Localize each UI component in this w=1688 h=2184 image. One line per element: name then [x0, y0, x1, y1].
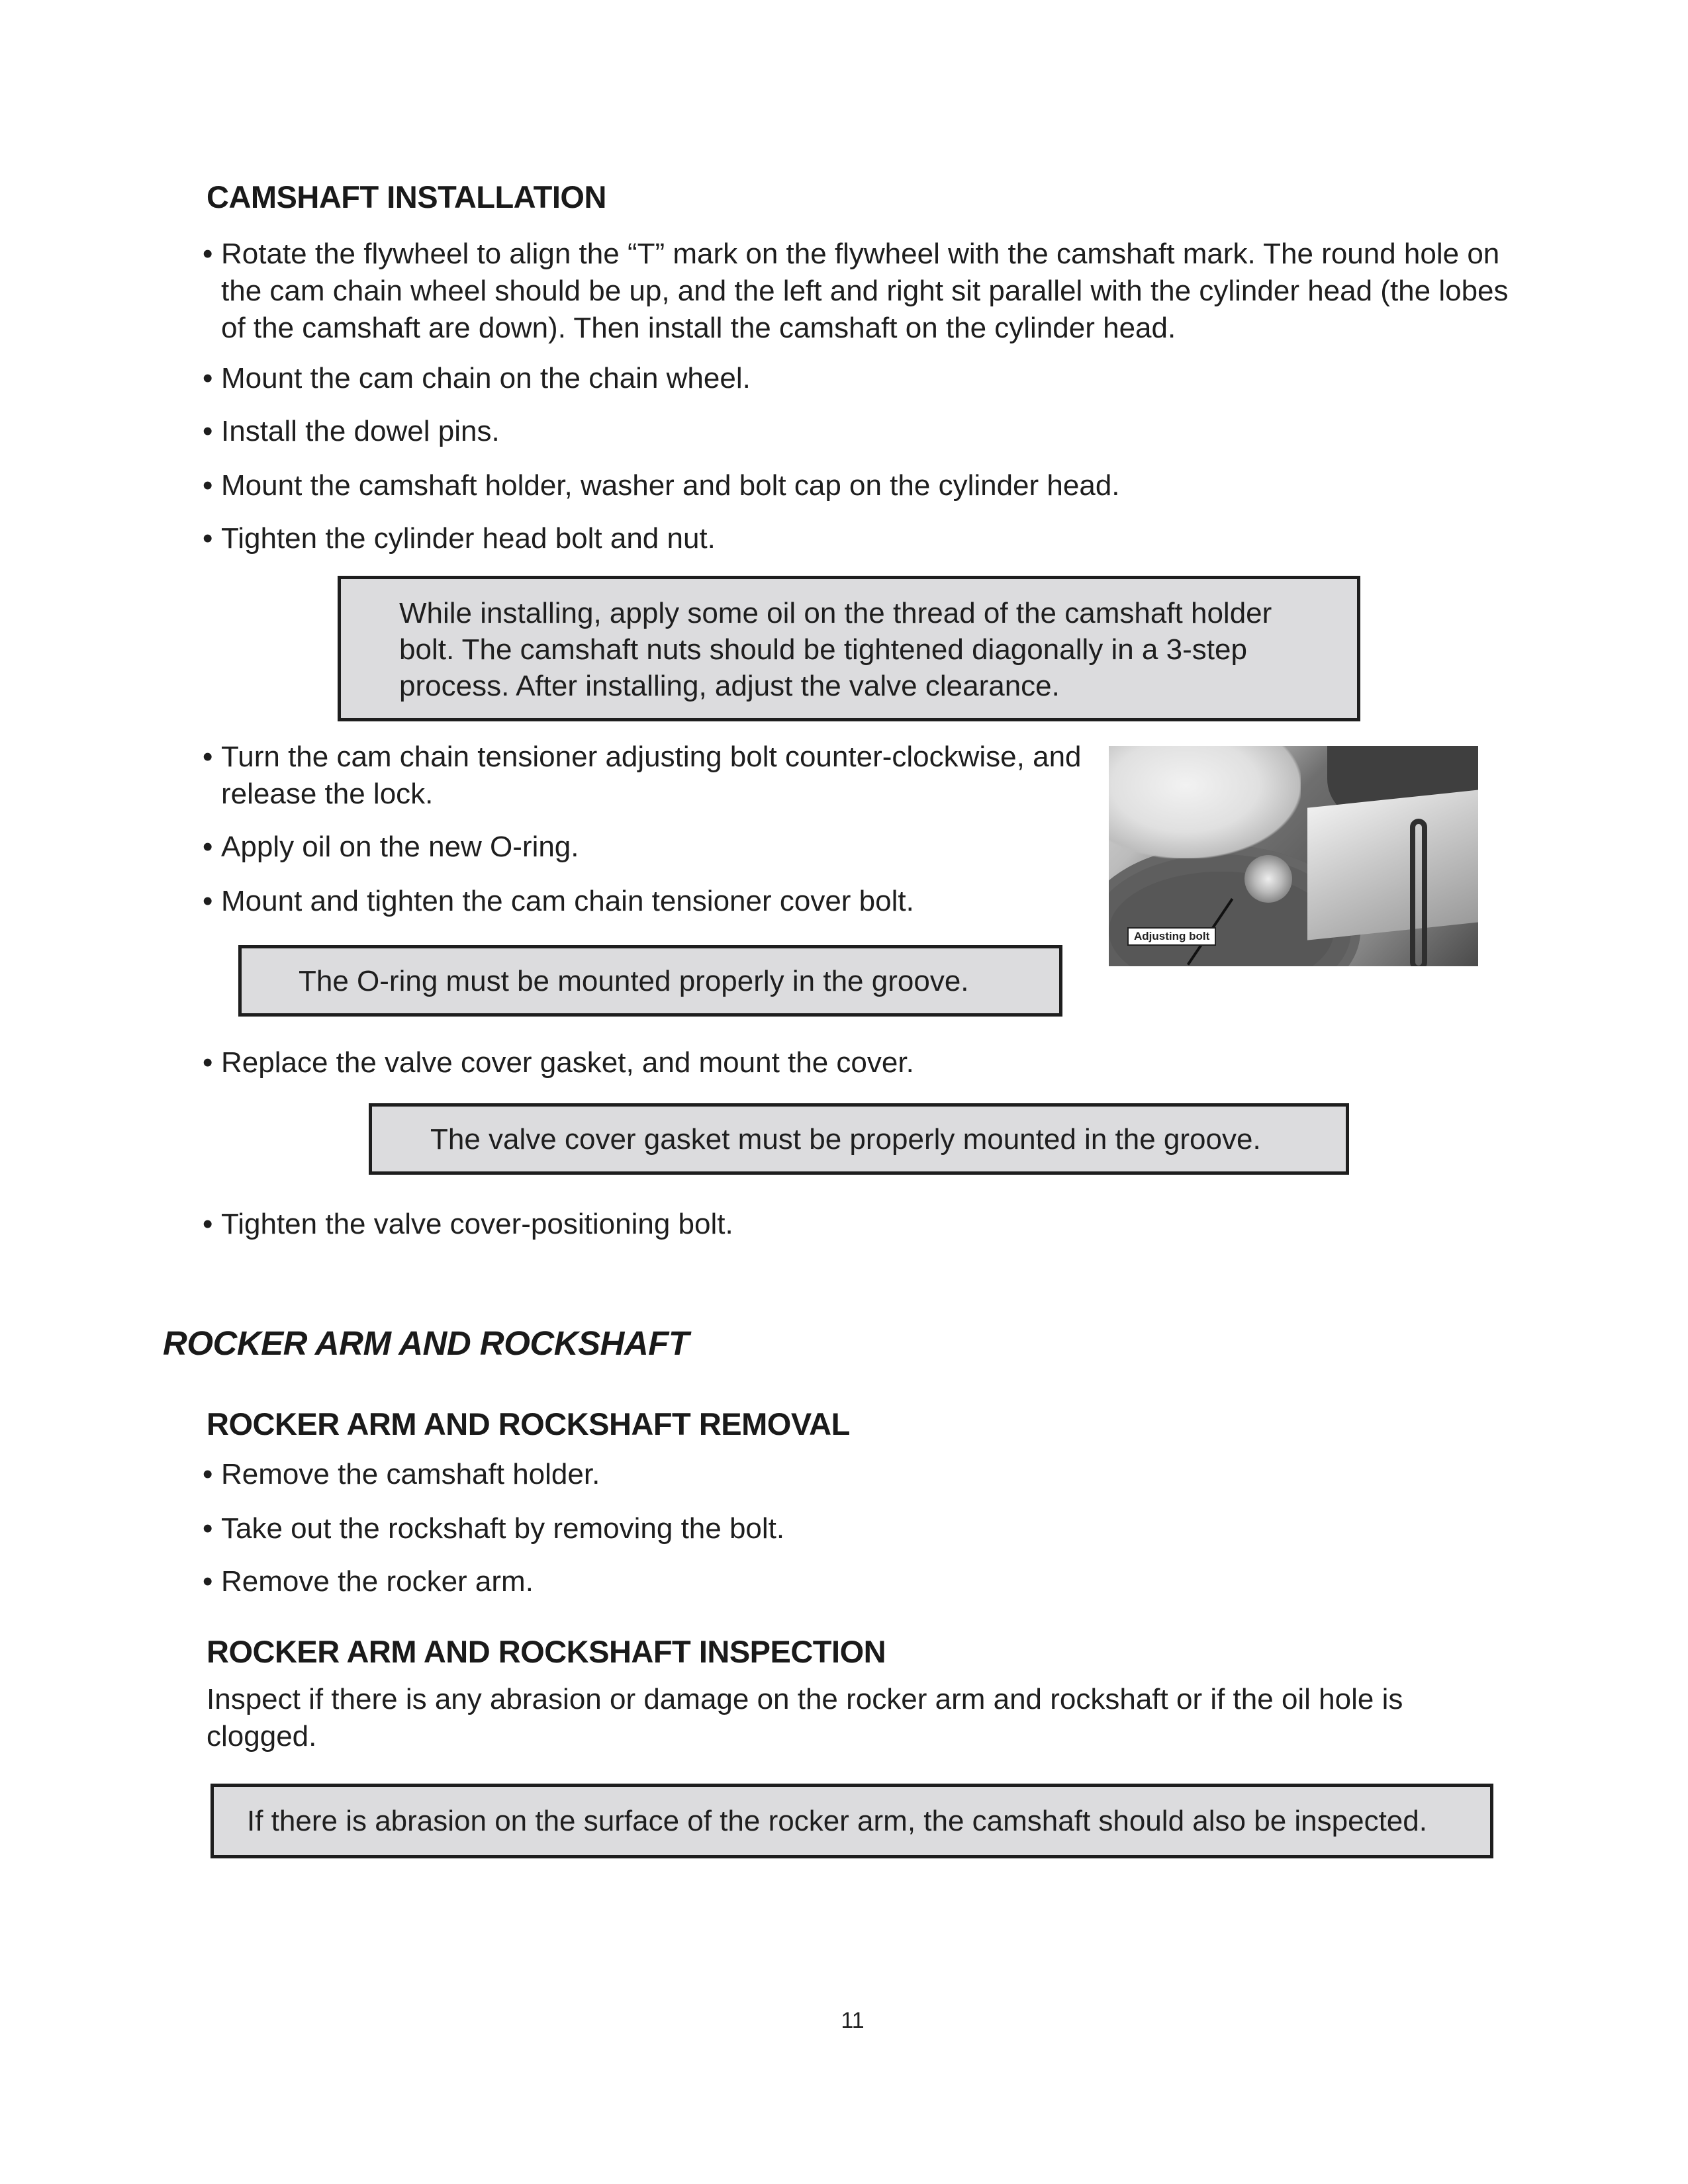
note-text: If there is abrasion on the surface of the rocker arm, the camshaft should also be inspected.	[247, 1805, 1427, 1837]
bullet-dot: •	[203, 522, 213, 555]
bullet-item	[203, 360, 1520, 397]
bullet-item	[203, 236, 1520, 347]
bullet-dot: •	[203, 1046, 213, 1079]
bullet-dot: •	[203, 362, 213, 394]
bullet-text: Remove the camshaft holder.	[221, 1458, 600, 1490]
bullet-dot: •	[203, 741, 213, 773]
bullet-text: Turn the cam chain tensioner adjusting bolt counter-clockwise, and release the lock.	[221, 741, 1082, 810]
bullet-text: Tighten the valve cover-positioning bolt.	[221, 1208, 733, 1240]
bullet-text: Take out the rockshaft by removing the bolt.	[221, 1512, 785, 1545]
bullet-item	[203, 739, 1083, 813]
subsection-heading-inspection: ROCKER ARM AND ROCKSHAFT INSPECTION	[207, 1634, 886, 1669]
bullet-dot: •	[203, 469, 213, 502]
bullet-item	[203, 1044, 1520, 1081]
bullet-item	[203, 829, 1083, 866]
bullet-text: Mount the cam chain on the chain wheel.	[221, 362, 751, 394]
bullet-text: Mount the camshaft holder, washer and bolt cap on the cylinder head.	[221, 469, 1120, 502]
section-heading-camshaft-installation: CAMSHAFT INSTALLATION	[207, 179, 606, 214]
bullet-dot: •	[203, 885, 213, 917]
subsection-heading-removal: ROCKER ARM AND ROCKSHAFT REMOVAL	[207, 1406, 850, 1441]
note-box-gasket	[369, 1103, 1349, 1175]
bullet-text: Tighten the cylinder head bolt and nut.	[221, 522, 716, 555]
bullet-dot: •	[203, 238, 213, 270]
bullet-dot: •	[203, 415, 213, 447]
bullet-text: Apply oil on the new O-ring.	[221, 831, 579, 863]
bullet-text: Remove the rocker arm.	[221, 1565, 534, 1598]
bullet-text: Install the dowel pins.	[221, 415, 500, 447]
bullet-item	[203, 467, 1520, 504]
photo-hand-shape	[1109, 746, 1301, 858]
note-box-oring	[238, 945, 1062, 1017]
note-text: The O-ring must be mounted properly in the groove.	[299, 964, 969, 997]
note-box-abrasion	[211, 1784, 1493, 1858]
note-text: While installing, apply some oil on the thread of the camshaft holder bolt. The camshaft nuts should be tightened diagonally in a 3-step process. After installing, adjust the valve clearance.	[399, 597, 1272, 702]
bullet-dot: •	[203, 1458, 213, 1490]
bullet-text: Replace the valve cover gasket, and mount the cover.	[221, 1046, 914, 1079]
bullet-item	[203, 1206, 1520, 1243]
bullet-dot: •	[203, 831, 213, 863]
bullet-item	[203, 1456, 1520, 1493]
bullet-text: Mount and tighten the cam chain tensioner cover bolt.	[221, 885, 914, 917]
bullet-item	[203, 883, 1083, 920]
bullet-item	[203, 413, 1520, 450]
photo-tensioner-shape	[1307, 790, 1478, 940]
note-text: The valve cover gasket must be properly mounted in the groove.	[430, 1122, 1261, 1156]
photo-bolt-shape	[1244, 855, 1292, 903]
photo-label: Adjusting bolt	[1127, 927, 1216, 946]
photo-hose-shape	[1410, 819, 1427, 966]
note-box-holder-bolt	[338, 576, 1360, 721]
section-heading-rocker-arm: ROCKER ARM AND ROCKSHAFT	[163, 1324, 689, 1362]
bullet-dot: •	[203, 1565, 213, 1598]
bullet-item	[203, 520, 1520, 557]
bullet-item	[203, 1563, 1520, 1600]
adjusting-bolt-photo	[1109, 746, 1478, 966]
bullet-dot: •	[203, 1512, 213, 1545]
bullet-dot: •	[203, 1208, 213, 1240]
inspection-paragraph: Inspect if there is any abrasion or damage on the rocker arm and rockshaft or if the oil hole is clogged.	[207, 1683, 1403, 1752]
page-number: 11	[841, 2008, 865, 2033]
bullet-text: Rotate the flywheel to align the “T” mark on the flywheel with the camshaft mark. The round hole on the cam chain wheel should be up, and the left and right sit parallel with the cylinder head (the lobes of the camshaft are down). Then install the camshaft on the cylinder head.	[221, 238, 1509, 344]
bullet-item	[203, 1510, 1520, 1547]
